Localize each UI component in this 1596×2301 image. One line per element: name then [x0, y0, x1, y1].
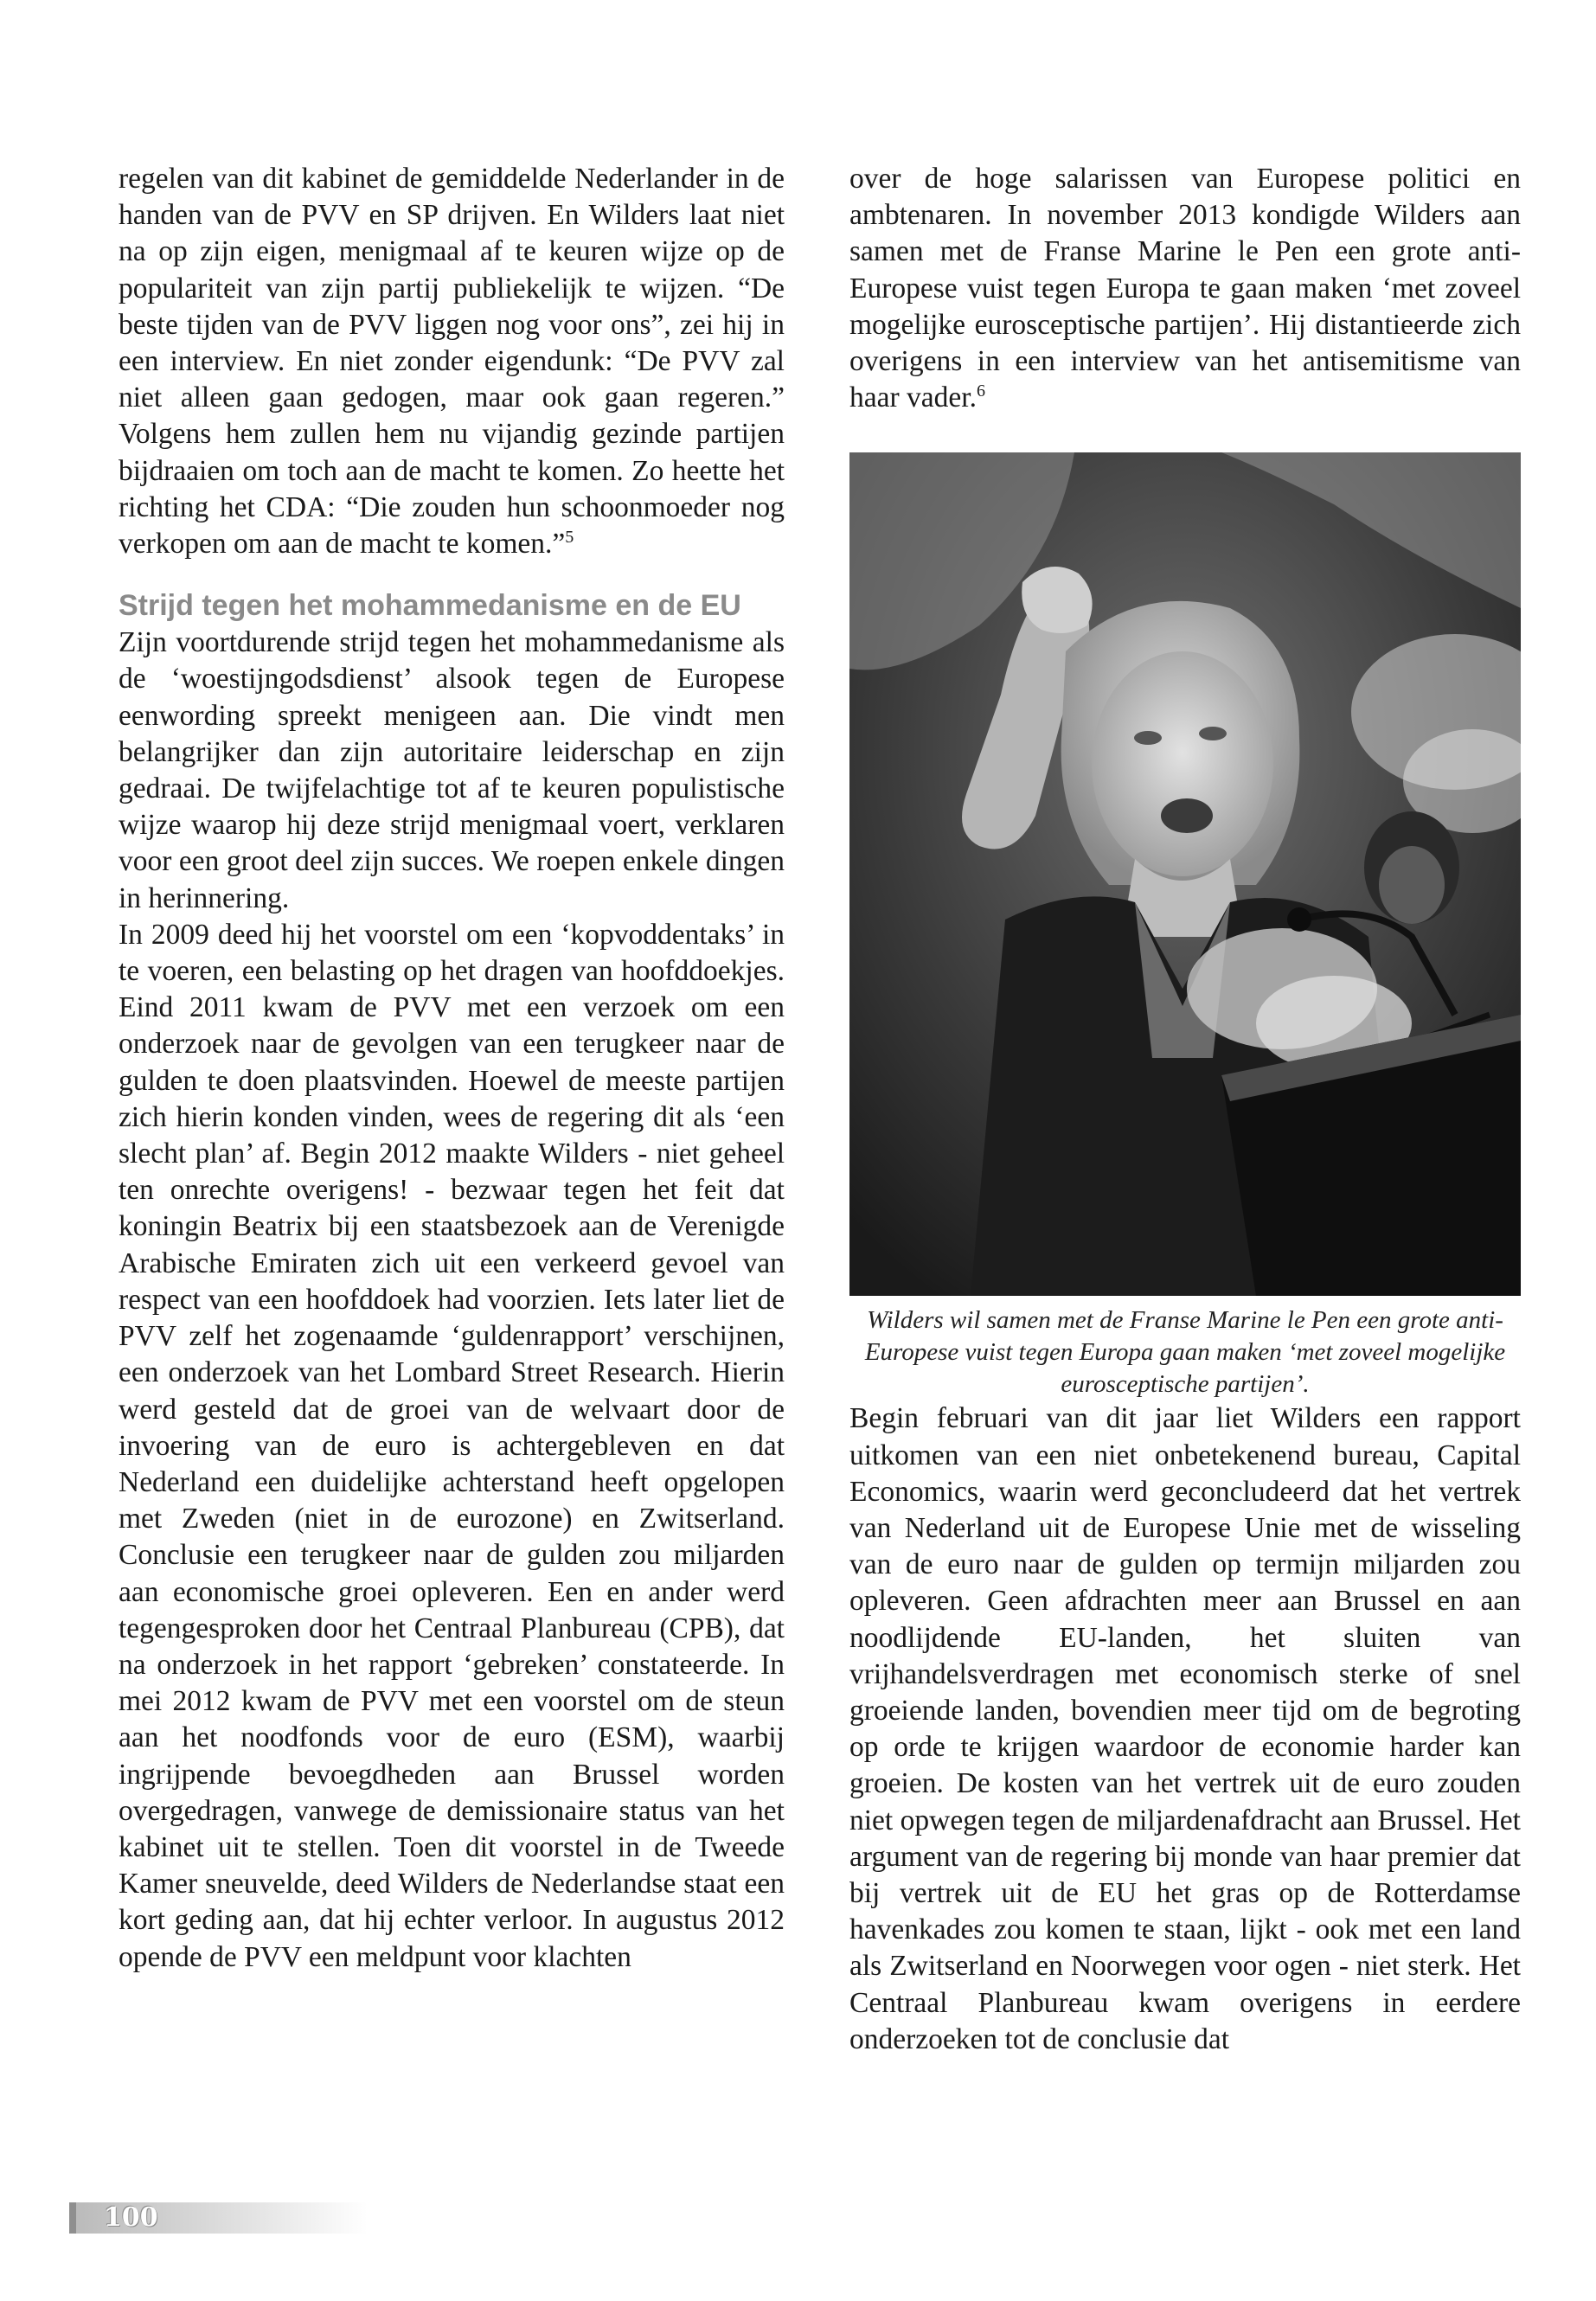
- footnote-ref-5: 5: [565, 527, 574, 547]
- left-intro-paragraph: regelen van dit kabinet de gemiddelde Nederlander in de handen van de PVV en SP drijven. En Wilders laat niet na op zijn eigen, menigmaal af te keuren wijze op de populariteit van zijn partij publiekelijk te wijzen. “De beste tijden van de PVV liggen nog voor ons”, zei hij in een interview. En niet zonder eigendunk: “De PVV zal niet alleen gaan gedogen, maar ook gaan regeren.” Volgens hem zullen hem nu vijandig gezinde partijen bijdraaien om toch aan de macht te komen. Zo heette het richting het CDA: “Die zouden hun schoonmoeder nog verkopen om aan de macht te komen.”$^5$: [119, 163, 785, 561]
- footer-accent-bar: [69, 2202, 76, 2234]
- page-footer: [69, 2202, 368, 2234]
- left-column: [119, 161, 785, 1976]
- section-heading: Strijd tegen het mohammedanisme en de EU: [119, 589, 741, 623]
- right-paragraph-after-photo: Begin februari van dit jaar liet Wilders een rapport uitkomen van een niet onbetekenend bureau, Capital Economics, waarin werd geconcludeerd dat het vertrek van Nederland uit de Europese Unie met de wisseling van de euro naar de gulden op termijn miljarden zou opleveren. Geen afdrachten meer aan Brussel en aan noodlijdende EU-landen, het sluiten van vrijhandelsverdragen met economisch sterke of snel groeiende landen, bovendien meer tijd om de begroting op orde te krijgen waardoor de economie harder kan groeien. De kosten van het vertrek uit de euro zouden niet opwegen tegen de miljardenafdracht aan Brussel. Het argument van de regering bij monde van haar premier dat bij vertrek uit de EU het gras op de Rotterdamse havenkades zou komen te staan, lijkt - ook met een land als Zwitserland en Noorwegen voor ogen - niet sterk. Het Centraal Planbureau kwam overigens in eerdere onderzoeken tot de conclusie dat: [849, 1402, 1521, 2055]
- photo-marine-le-pen: [849, 452, 1521, 1296]
- left-paragraph-2: In 2009 deed hij het voorstel om een ‘kopvoddentaks’ in te voeren, een belasting op het dragen van hoofddoekjes. Eind 2011 kwam de PVV met een verzoek om een onderzoek naar de gevolgen van een terugkeer naar de gulden te doen plaatsvinden. Hoewel de meeste partijen zich hierin konden vinden, wees de regering dit als ‘een slecht plan’ af. Begin 2012 maakte Wilders - niet geheel ten onrechte overigens! - bezwaar tegen het feit dat koningin Beatrix bij een staatsbezoek aan de Verenigde Arabische Emiraten zich uit een verkeerd gevoel van respect van een hoofddoek had voorzien. Iets later liet de PVV zelf het zogenaamde ‘guldenrapport’ verschijnen, een onderzoek van het Lombard Street Research. Hierin werd gesteld dat de groei van de welvaart door de invoering van de euro is achtergebleven en dat Nederland een duidelijke achterstand heeft opgelopen met Zweden (niet in de eurozone) en Zwitserland. Conclusie een terugkeer naar de gulden zou miljarden aan economische groei opleveren. Een en ander werd tegengesproken door het Centraal Planbureau (CPB), dat na onderzoek in het rapport ‘gebreken’ constateerde. In mei 2012 kwam de PVV met een voorstel om de steun aan het noodfonds voor de euro (ESM), waarbij ingrijpende bevoegdheden aan Brussel worden overgedragen, vanwege de demissionaire status van het kabinet uit te stellen. Toen dit voorstel in de Tweede Kamer sneuvelde, deed Wilders de Nederlandse staat een kort geding aan, dat hij echter verloor. In augustus 2012 opende de PVV een meldpunt voor klachten: [119, 918, 785, 1973]
- left-paragraph-1: Zijn voortdurende strijd tegen het mohammedanisme als de ‘woestijngodsdienst’ alsook tegen de Europese eenwording spreekt menigeen aan. Die vindt men belangrijker dan zijn autoritaire leiderschap en zijn gedraai. De twijfelachtige tot af te keuren populistische wijze waarop hij deze strijd menigmaal voert, verklaren voor een groot deel zijn succes. We roepen enkele dingen in herinnering.: [119, 626, 785, 914]
- right-intro-paragraph: over de hoge salarissen van Europese politici en ambtenaren. In november 2013 kondigde Wilders aan samen met de Franse Marine le Pen een grote anti-Europese vuist tegen Europa te gaan maken ‘met zoveel mogelijke eurosceptische partijen’. Hij distantieerde zich overigens in een interview van het antisemitisme van haar vader.$^6$: [849, 163, 1521, 414]
- photo-illustration: [849, 452, 1521, 1296]
- right-column: [849, 161, 1521, 2058]
- footnote-ref-6: 6: [976, 381, 985, 401]
- photo-caption: Wilders wil samen met de Franse Marine le Pen een grote anti-Europese vuist tegen Europa gaan maken ‘met zoveel mogelijke eurosceptische partijen’.: [864, 1306, 1506, 1399]
- page-number: 100: [104, 2202, 158, 2233]
